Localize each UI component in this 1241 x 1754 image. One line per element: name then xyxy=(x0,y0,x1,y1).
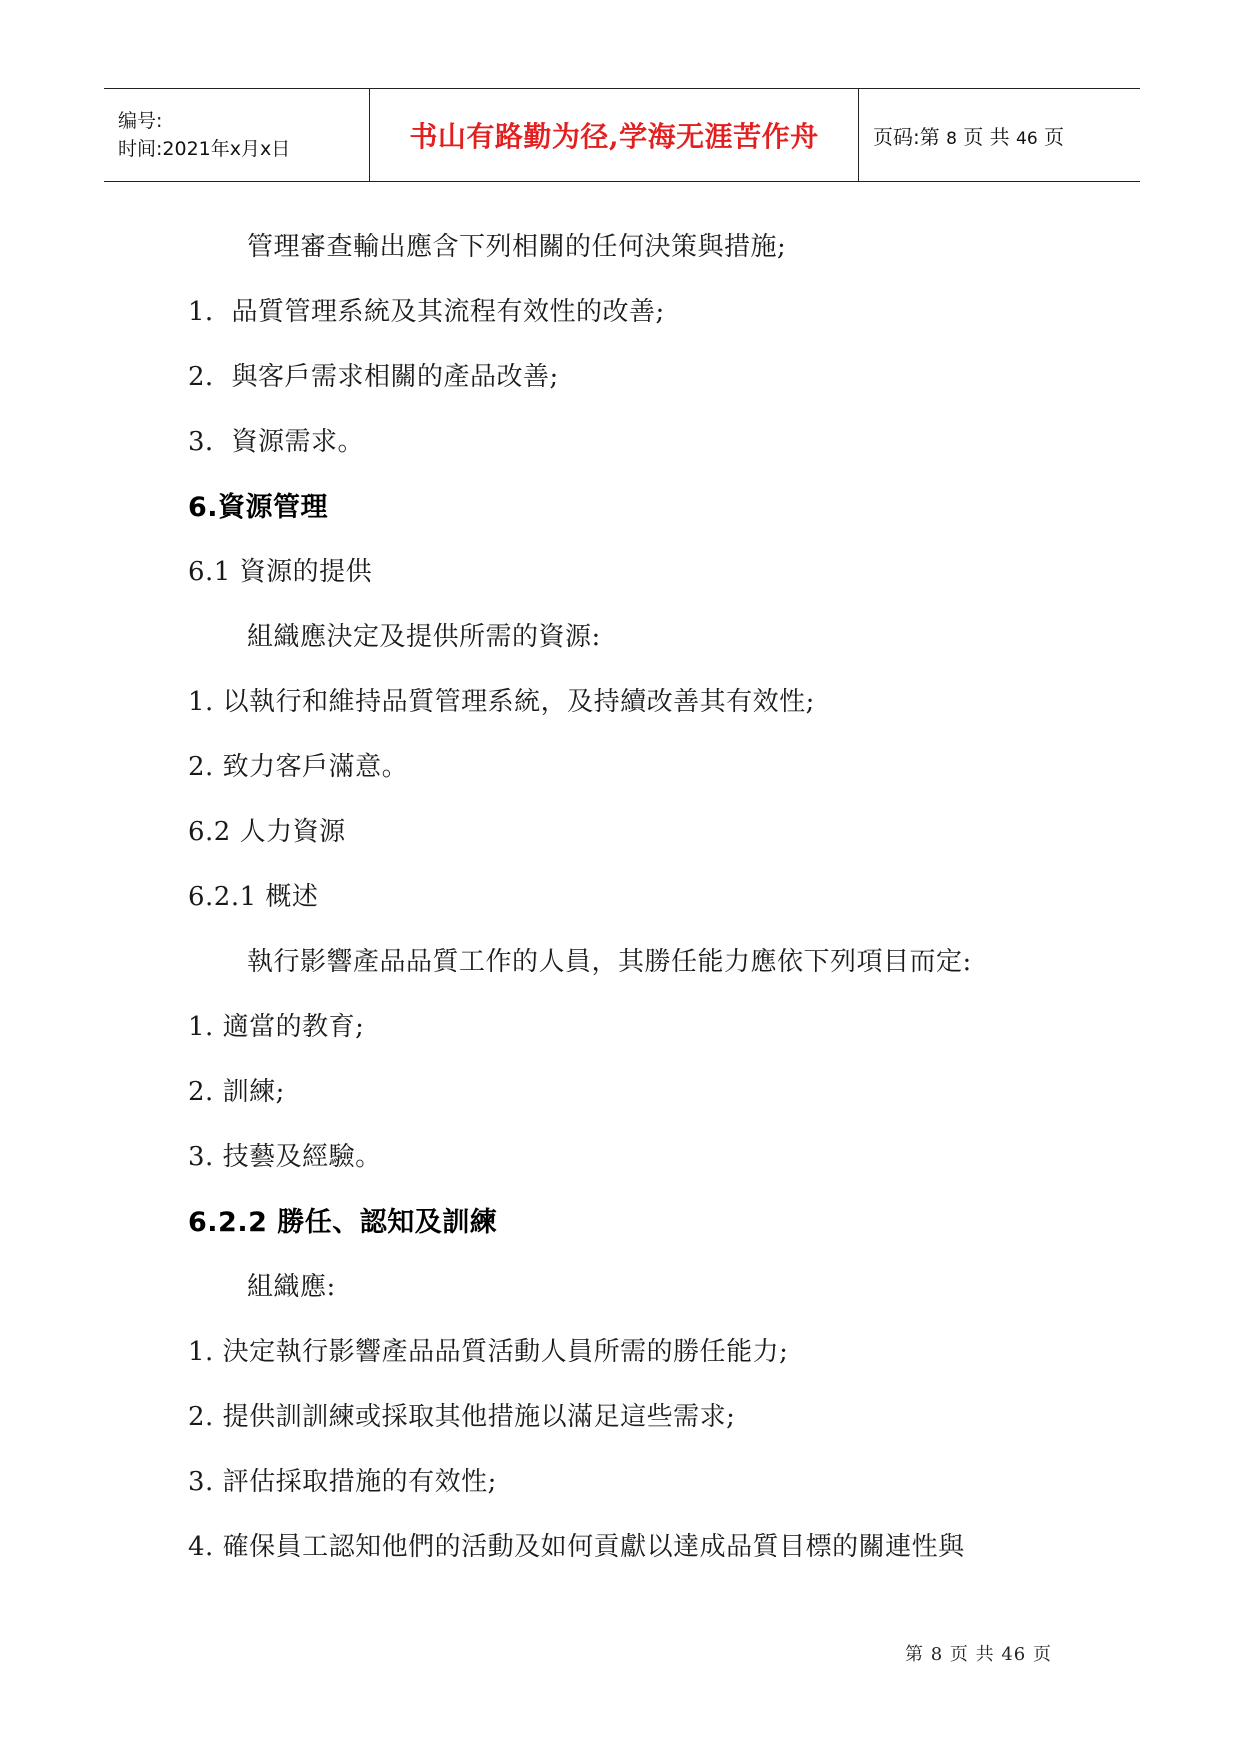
list-item: 1．品質管理系統及其流程有效性的改善; xyxy=(188,297,665,327)
page-number: 8 xyxy=(946,128,957,149)
list-item: 1. 決定執行影響產品品質活動人員所需的勝任能力; xyxy=(188,1337,789,1367)
header-meta xyxy=(104,89,369,181)
list-item: 1. 以執行和維持品質管理系統，及持續改善其有效性; xyxy=(188,687,815,717)
paragraph: 組織應決定及提供所需的資源: xyxy=(247,622,601,652)
page-label-mid: 页 共 xyxy=(963,124,1010,149)
header-page-info xyxy=(859,89,1140,181)
list-item: 4. 確保員工認知他們的活動及如何貢獻以達成品質目標的關連性與 xyxy=(188,1532,965,1562)
document-time-label: 时间:2021年x月x日 xyxy=(118,138,291,160)
subsection-heading: 6.2.1 概述 xyxy=(188,882,319,912)
list-item: 3. 評估採取措施的有效性; xyxy=(188,1467,497,1497)
section-heading-resource-management: 6.資源管理 xyxy=(188,492,329,523)
page-footer: 第 8 页 共 46 页 xyxy=(905,1644,1052,1665)
list-item: 3．資源需求。 xyxy=(188,427,365,457)
paragraph: 執行影響產品品質工作的人員，其勝任能力應依下列項目而定: xyxy=(247,947,972,977)
document-number-label: 编号: xyxy=(118,110,163,132)
page-header xyxy=(104,88,1140,182)
header-motto: 书山有路勤为径,学海无涯苦作舟 xyxy=(409,120,819,153)
paragraph-review-output: 管理審查輸出應含下列相關的任何決策與措施; xyxy=(247,232,787,262)
section-heading-competence: 6.2.2 勝任、認知及訓練 xyxy=(188,1207,498,1238)
subsection-heading: 6.2 人力資源 xyxy=(188,817,346,847)
list-item: 3. 技藝及經驗。 xyxy=(188,1142,382,1172)
list-item: 2. 致力客戶滿意。 xyxy=(188,752,409,782)
list-item: 2. 訓練; xyxy=(188,1077,285,1107)
page-total: 46 xyxy=(1016,128,1038,149)
header-page-label xyxy=(873,121,1140,150)
list-item: 2．與客戶需求相關的產品改善; xyxy=(188,362,559,392)
paragraph: 組織應: xyxy=(247,1272,336,1302)
header-motto-cell xyxy=(369,89,859,181)
list-item: 1. 適當的教育; xyxy=(188,1012,365,1042)
list-item: 2. 提供訓訓練或採取其他措施以滿足這些需求; xyxy=(188,1402,736,1432)
page-label-prefix: 页码:第 xyxy=(873,124,940,149)
subsection-heading: 6.1 資源的提供 xyxy=(188,557,373,587)
page-label-end: 页 xyxy=(1044,124,1065,149)
